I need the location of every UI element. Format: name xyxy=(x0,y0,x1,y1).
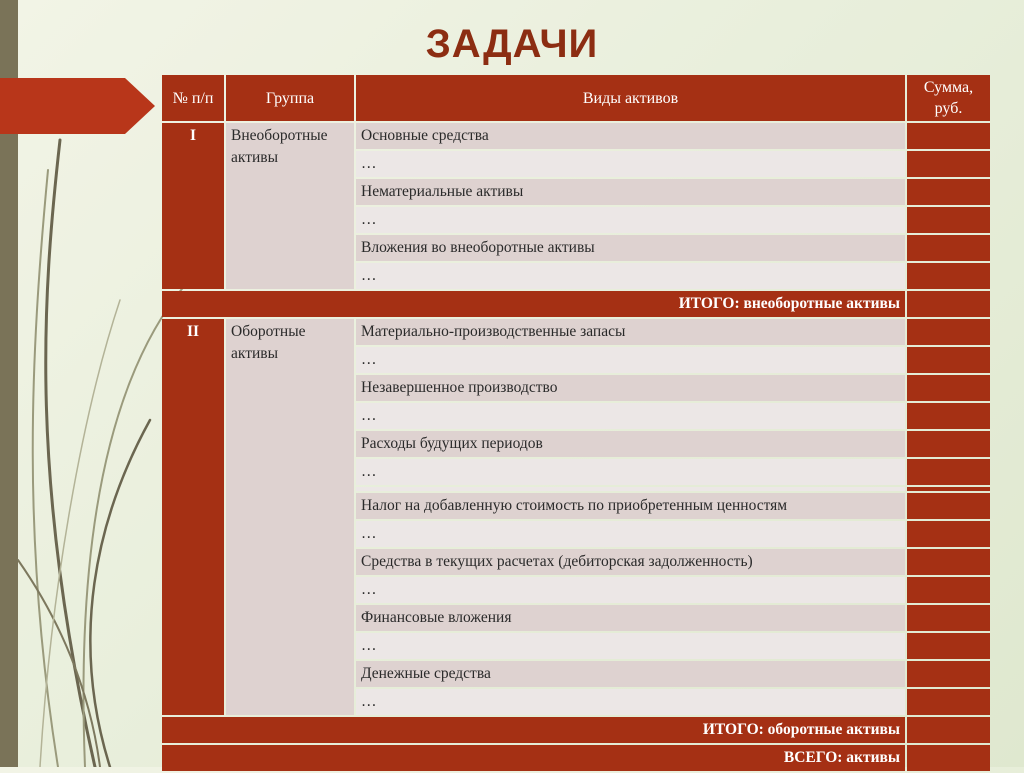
section-number: II xyxy=(162,319,224,715)
asset-kind-cell: … xyxy=(356,347,905,373)
asset-kind-cell: … xyxy=(356,689,905,715)
sum-cell[interactable] xyxy=(907,235,990,261)
sum-cell[interactable] xyxy=(907,689,990,715)
asset-kind-cell: … xyxy=(356,403,905,429)
sum-cell[interactable] xyxy=(907,207,990,233)
sum-cell[interactable] xyxy=(907,633,990,659)
asset-kind-cell: … xyxy=(356,633,905,659)
sum-cell[interactable] xyxy=(907,521,990,547)
asset-kind-cell: … xyxy=(356,459,905,485)
header-group: Группа xyxy=(226,75,354,121)
sum-cell[interactable] xyxy=(907,179,990,205)
asset-kind-cell: Нематериальные активы xyxy=(356,179,905,205)
subtotal-row xyxy=(162,717,990,743)
sum-cell[interactable] xyxy=(907,487,990,491)
asset-kind-cell: Материально-производственные запасы xyxy=(356,319,905,345)
header-sum: Сумма, руб. xyxy=(907,75,990,121)
sum-cell[interactable] xyxy=(907,319,990,345)
asset-kind-cell: Денежные средства xyxy=(356,661,905,687)
asset-kind-cell: Налог на добавленную стоимость по приобретенным ценностям xyxy=(356,493,905,519)
asset-kind-cell: Финансовые вложения xyxy=(356,605,905,631)
sum-cell[interactable] xyxy=(907,459,990,485)
arrow-banner xyxy=(0,78,155,134)
header-num: № п/п xyxy=(162,75,224,121)
subtotal-label: ИТОГО: внеоборотные активы xyxy=(162,291,905,317)
subtotal-row xyxy=(162,291,990,317)
asset-kind-cell: … xyxy=(356,207,905,233)
sum-cell[interactable] xyxy=(907,291,990,317)
assets-table xyxy=(160,73,992,773)
sum-cell[interactable] xyxy=(907,347,990,373)
section-group: Оборотные активы xyxy=(226,319,354,715)
header-row xyxy=(162,75,990,121)
asset-kind-cell xyxy=(356,487,905,491)
subtotal-label: ИТОГО: оборотные активы xyxy=(162,717,905,743)
sum-cell[interactable] xyxy=(907,263,990,289)
asset-kind-cell: … xyxy=(356,263,905,289)
sum-cell[interactable] xyxy=(907,717,990,743)
asset-kind-cell: Незавершенное производство xyxy=(356,375,905,401)
asset-kind-cell: Вложения во внеоборотные активы xyxy=(356,235,905,261)
sum-cell[interactable] xyxy=(907,661,990,687)
grand-total-label: ВСЕГО: активы xyxy=(162,745,905,771)
sum-cell[interactable] xyxy=(907,403,990,429)
section-number: I xyxy=(162,123,224,289)
sum-cell[interactable] xyxy=(907,605,990,631)
table-row xyxy=(162,319,990,345)
grand-total-row xyxy=(162,745,990,771)
sum-cell[interactable] xyxy=(907,549,990,575)
sum-cell[interactable] xyxy=(907,577,990,603)
asset-kind-cell: … xyxy=(356,151,905,177)
sum-cell[interactable] xyxy=(907,151,990,177)
asset-kind-cell: Расходы будущих периодов xyxy=(356,431,905,457)
header-kind: Виды активов xyxy=(356,75,905,121)
page-title: ЗАДАЧИ xyxy=(425,22,599,66)
sum-cell[interactable] xyxy=(907,493,990,519)
asset-kind-cell: Основные средства xyxy=(356,123,905,149)
sum-cell[interactable] xyxy=(907,375,990,401)
asset-kind-cell: … xyxy=(356,577,905,603)
asset-kind-cell: … xyxy=(356,521,905,547)
table-row xyxy=(162,123,990,149)
sum-cell[interactable] xyxy=(907,123,990,149)
asset-kind-cell: Средства в текущих расчетах (дебиторская задолженность) xyxy=(356,549,905,575)
sum-cell[interactable] xyxy=(907,745,990,771)
sum-cell[interactable] xyxy=(907,431,990,457)
section-group: Внеоборотные активы xyxy=(226,123,354,289)
